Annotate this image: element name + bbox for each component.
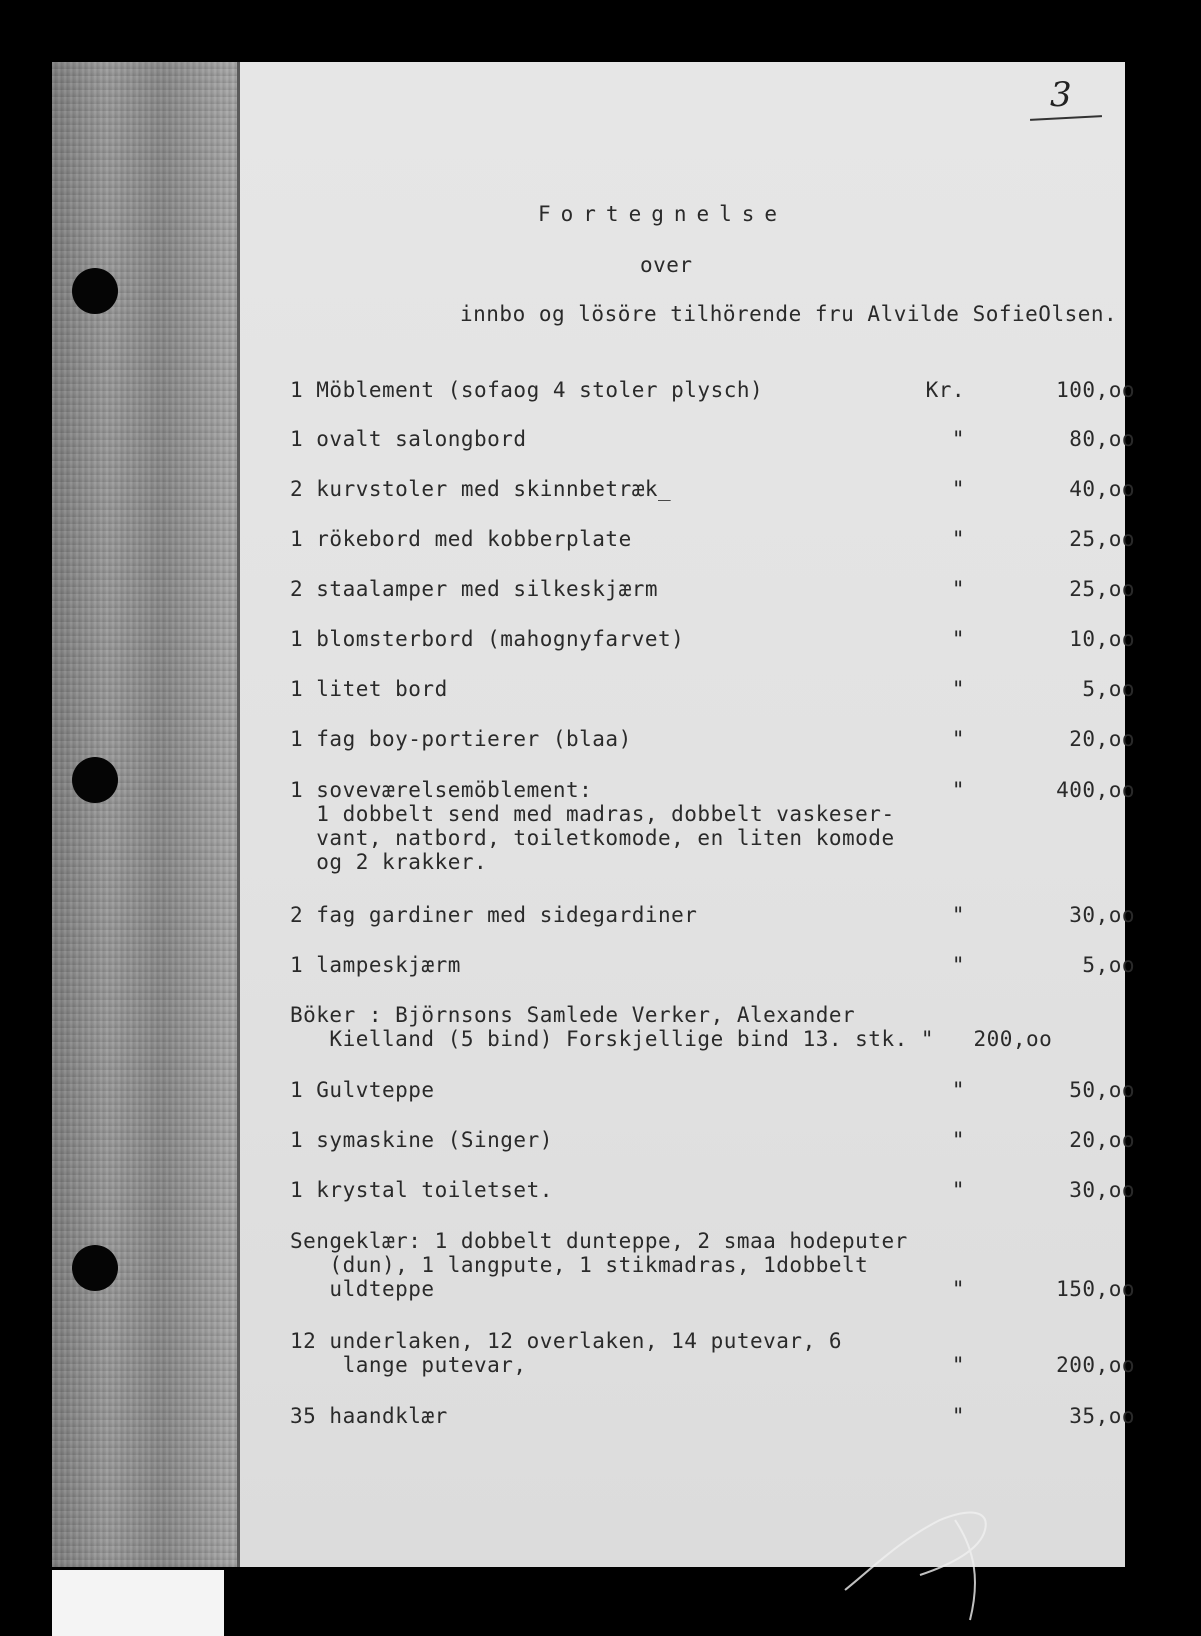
item-text: 2 staalamper med silkeskjærm <box>290 577 659 601</box>
item-continuation: Kielland (5 bind) Forskjellige bind 13. stk. " 200,oo <box>290 1027 1053 1051</box>
item-currency: " <box>951 903 965 927</box>
item-text: 1 ovalt salongbord <box>290 427 527 451</box>
item-amount: 35,oo <box>1069 1404 1135 1428</box>
binding-strip <box>52 62 237 1567</box>
item-currency: " <box>951 627 965 651</box>
page-number: 3 <box>1050 75 1072 115</box>
item-currency: " <box>951 677 965 701</box>
item-amount: 80,oo <box>1069 427 1135 451</box>
item-amount: 50,oo <box>1069 1078 1135 1102</box>
item-amount: 10,oo <box>1069 627 1135 651</box>
item-continuation: 1 dobbelt send med madras, dobbelt vaskeser- <box>290 802 895 826</box>
document-title: Fortegnelse <box>538 202 788 226</box>
item-continuation: uldteppe <box>290 1277 435 1301</box>
list-item <box>290 677 1135 707</box>
document-subtitle: innbo og lösöre tilhörende fru Alvilde SofieOlsen. <box>460 302 1118 326</box>
list-item <box>290 727 1135 757</box>
item-amount: 25,oo <box>1069 527 1135 551</box>
list-item <box>290 527 1135 557</box>
item-text: 1 soveværelsemöblement: <box>290 778 593 802</box>
list-item <box>290 903 1135 933</box>
item-continuation: lange putevar, <box>290 1353 527 1377</box>
list-item <box>290 778 1135 874</box>
item-amount: 25,oo <box>1069 577 1135 601</box>
list-item <box>290 627 1135 657</box>
item-amount: 30,oo <box>1069 1178 1135 1202</box>
signature-scribble-icon <box>830 1480 1030 1630</box>
item-currency: " <box>951 1178 965 1202</box>
list-item <box>290 1404 1135 1434</box>
item-amount: 30,oo <box>1069 903 1135 927</box>
item-amount: 5,oo <box>1082 677 1135 701</box>
item-continuation: vant, natbord, toiletkomode, en liten komode <box>290 826 895 850</box>
item-amount: 40,oo <box>1069 477 1135 501</box>
item-text: 1 krystal toiletset. <box>290 1178 553 1202</box>
item-text: 1 Gulvteppe <box>290 1078 435 1102</box>
item-amount: 200,oo <box>1056 1353 1135 1377</box>
item-text: Sengeklær: 1 dobbelt dunteppe, 2 smaa hodeputer <box>290 1229 908 1253</box>
punch-hole <box>72 268 118 314</box>
item-text: 1 litet bord <box>290 677 448 701</box>
item-text: 1 fag boy-portierer (blaa) <box>290 727 632 751</box>
item-currency: " <box>951 477 965 501</box>
item-continuation: og 2 krakker. <box>290 850 488 874</box>
list-item <box>290 577 1135 607</box>
item-currency: " <box>951 1353 965 1377</box>
punch-hole <box>72 1245 118 1291</box>
item-currency: " <box>951 577 965 601</box>
item-text: 1 Möblement (sofaog 4 stoler plysch) <box>290 378 764 402</box>
item-amount: 150,oo <box>1056 1277 1135 1301</box>
list-item <box>290 1003 1053 1051</box>
item-currency: " <box>951 1078 965 1102</box>
item-amount: 400,oo <box>1056 778 1135 802</box>
item-text: 12 underlaken, 12 overlaken, 14 putevar, 6 <box>290 1329 843 1353</box>
item-amount: 100,oo <box>1056 378 1135 402</box>
item-continuation: (dun), 1 langpute, 1 stikmadras, 1dobbelt <box>290 1253 869 1277</box>
item-text: 1 symaskine (Singer) <box>290 1128 553 1152</box>
document-title-over: over <box>640 253 693 277</box>
item-text: Böker : Björnsons Samlede Verker, Alexander <box>290 1003 856 1027</box>
item-text: 1 lampeskjærm <box>290 953 461 977</box>
item-currency: " <box>951 1128 965 1152</box>
item-text: 2 fag gardiner med sidegardiner <box>290 903 698 927</box>
item-currency: Kr. <box>925 378 965 402</box>
item-currency: " <box>951 778 965 802</box>
item-amount: 20,oo <box>1069 1128 1135 1152</box>
item-text: 35 haandklær <box>290 1404 448 1428</box>
item-currency: " <box>951 1404 965 1428</box>
item-currency: " <box>951 1277 965 1301</box>
item-amount: 5,oo <box>1082 953 1135 977</box>
item-currency: " <box>951 527 965 551</box>
item-text: 1 blomsterbord (mahognyfarvet) <box>290 627 685 651</box>
list-item <box>290 477 1135 507</box>
list-item <box>290 1078 1135 1108</box>
list-item <box>290 1329 1135 1377</box>
item-text: 2 kurvstoler med skinnbetræk_ <box>290 477 672 501</box>
list-item <box>290 378 1135 408</box>
item-currency: " <box>951 727 965 751</box>
list-item <box>290 953 1135 983</box>
item-text: 1 rökebord med kobberplate <box>290 527 632 551</box>
item-currency: " <box>951 953 965 977</box>
item-currency: " <box>951 427 965 451</box>
list-item <box>290 1128 1135 1158</box>
punch-hole <box>72 757 118 803</box>
list-item <box>290 427 1135 457</box>
list-item <box>290 1229 1135 1301</box>
item-amount: 20,oo <box>1069 727 1135 751</box>
list-item <box>290 1178 1135 1208</box>
white-tab <box>52 1570 224 1636</box>
